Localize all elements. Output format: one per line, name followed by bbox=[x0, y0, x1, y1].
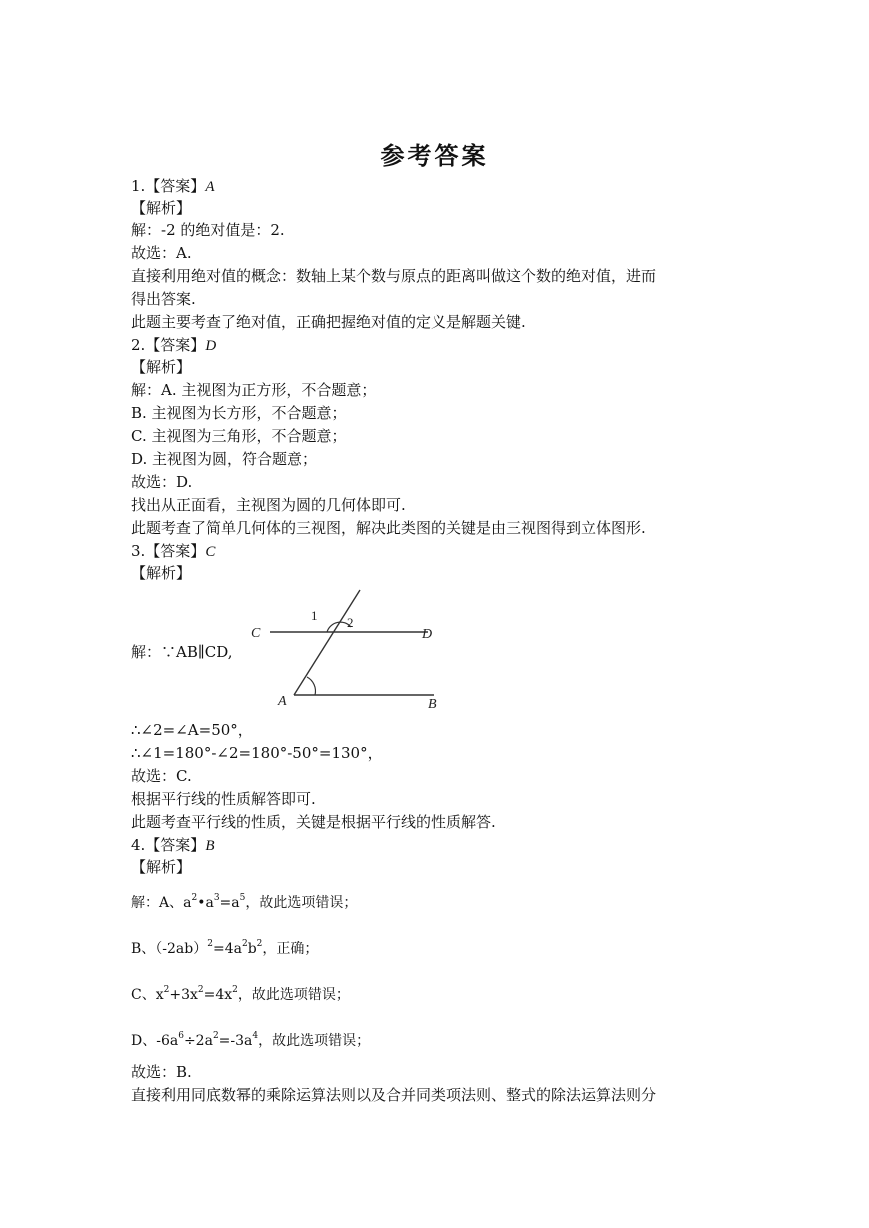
q4-answer-head: 4.【答案】 bbox=[131, 836, 206, 854]
q1-choice-line: 故选：A. bbox=[131, 244, 192, 262]
q3-solution-line: 解：∵AB∥CD, bbox=[131, 643, 233, 661]
q1-solution-line: 解：-2 的绝对值是：2. bbox=[131, 221, 285, 239]
q2-method-line: 找出从正面看，主视图为圆的几何体即可. bbox=[131, 496, 406, 514]
q2-option-c: C. 主视图为三角形，不合题意； bbox=[131, 427, 347, 445]
q1-comment-line: 此题主要考查了绝对值，正确把握绝对值的定义是解题关键. bbox=[131, 313, 526, 331]
q2-option-b: B. 主视图为长方形，不合题意； bbox=[131, 404, 347, 422]
label-angle-2: 2 bbox=[347, 615, 354, 630]
q2-option-a: 解：A. 主视图为正方形，不合题意； bbox=[131, 381, 377, 399]
q2-answer-letter: D bbox=[205, 338, 217, 354]
label-d: D bbox=[422, 627, 433, 642]
q1-answer-letter: A bbox=[205, 179, 215, 195]
angle-a-arc bbox=[307, 677, 315, 695]
q4-option-d: D、$-6a^6\div 2a^2=-3a^4$，故此选项错误； bbox=[131, 1031, 371, 1049]
label-c: C bbox=[251, 626, 261, 641]
q2-answer-line bbox=[131, 335, 216, 356]
q4-answer-line bbox=[131, 835, 214, 856]
q1-answer-head: 1.【答案】 bbox=[131, 177, 206, 195]
q4-answer-letter: B bbox=[205, 838, 215, 854]
q2-comment-line: 此题考查了简单几何体的三视图，解决此类图的关键是由三视图得到立体图形. bbox=[131, 519, 646, 537]
q4-method-line: 直接利用同底数幂的乘除运算法则以及合并同类项法则、整式的除法运算法则分 bbox=[131, 1086, 657, 1104]
label-b: B bbox=[428, 697, 437, 712]
q4-analysis-label: 【解析】 bbox=[131, 858, 192, 876]
q2-answer-head: 2.【答案】 bbox=[131, 336, 206, 354]
q4-option-b: B、$(-2ab)^2=4a^2b^2$，正确； bbox=[131, 939, 319, 957]
q3-method-line: 根据平行线的性质解答即可. bbox=[131, 790, 316, 808]
q1-analysis-label: 【解析】 bbox=[131, 199, 192, 217]
q4-choice-line: 故选：B. bbox=[131, 1063, 192, 1081]
q2-analysis-label: 【解析】 bbox=[131, 358, 192, 376]
q3-answer-head: 3.【答案】 bbox=[131, 542, 206, 560]
q1-answer-line bbox=[131, 176, 214, 197]
q3-answer-line bbox=[131, 541, 215, 562]
label-angle-1: 1 bbox=[311, 608, 318, 623]
q2-choice-line: 故选：D. bbox=[131, 473, 193, 491]
q3-answer-letter: C bbox=[205, 544, 216, 560]
q1-method-line-2: 得出答案. bbox=[131, 290, 196, 308]
q4-option-c: C、$x^2+3x^2=4x^2$，故此选项错误； bbox=[131, 985, 350, 1003]
label-a: A bbox=[278, 694, 287, 709]
q2-option-d: D. 主视图为圆，符合题意； bbox=[131, 450, 318, 468]
q3-step-2: ∴∠1=180°-∠2=180°-50°=130°， bbox=[131, 744, 383, 762]
q3-choice-line: 故选：C. bbox=[131, 767, 192, 785]
q3-comment-line: 此题考查平行线的性质，关键是根据平行线的性质解答. bbox=[131, 813, 496, 831]
q3-step-1: ∴∠2=∠A=50°， bbox=[131, 721, 253, 739]
q1-method-line-1: 直接利用绝对值的概念：数轴上某个数与原点的距离叫做这个数的绝对值，进而 bbox=[131, 267, 657, 285]
page-title: 参考答案 bbox=[380, 142, 489, 170]
q3-analysis-label: 【解析】 bbox=[131, 564, 192, 582]
transversal-line bbox=[294, 590, 360, 695]
q4-option-a: 解：A、$a^2•a^3=a^5$，故此选项错误； bbox=[131, 893, 358, 911]
parallel-lines-figure bbox=[248, 588, 448, 713]
